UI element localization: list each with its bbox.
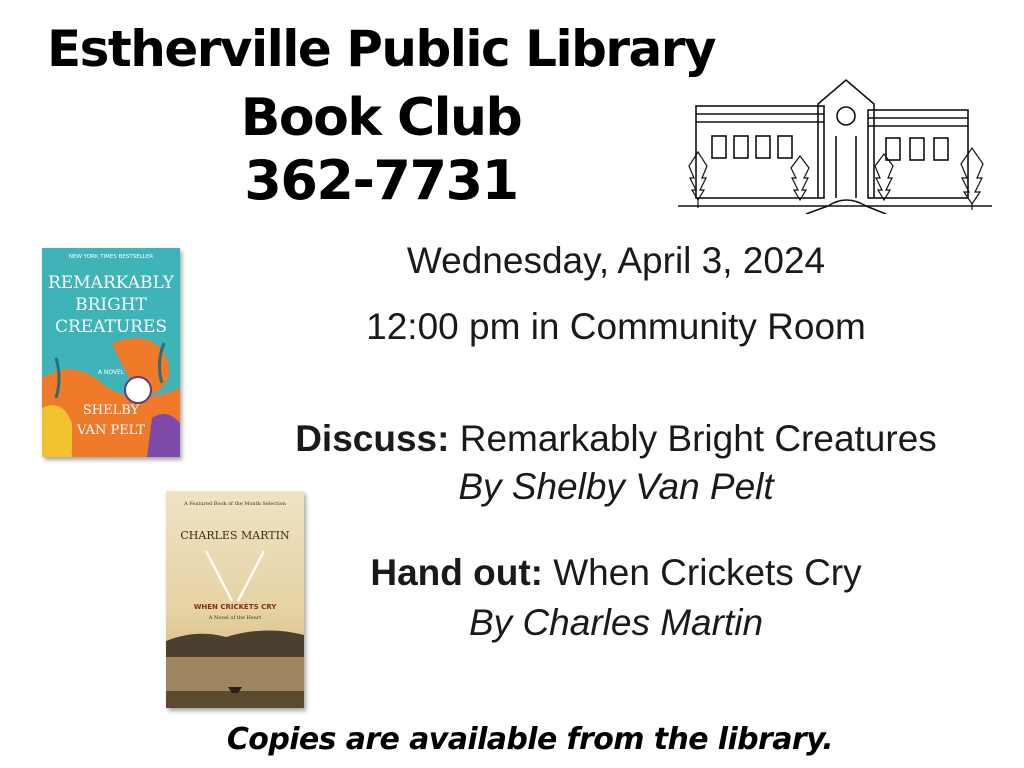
cover1-subtitle: A NOVEL bbox=[97, 369, 125, 376]
cover1-author-line2: VAN PELT bbox=[77, 423, 145, 438]
cover2-banner: A Featured Book of the Month Selection bbox=[184, 501, 286, 507]
discuss-label: Discuss: bbox=[295, 418, 450, 459]
handout-line bbox=[300, 552, 932, 594]
book-club-heading: Book Club bbox=[240, 88, 522, 148]
cover1-title-line3: CREATURES bbox=[54, 317, 168, 337]
discuss-line bbox=[230, 418, 1002, 460]
cover2-title: WHEN CRICKETS CRY bbox=[193, 603, 277, 611]
handout-label: Hand out: bbox=[370, 552, 543, 593]
cover2-author: CHARLES MARTIN bbox=[180, 529, 290, 542]
copies-available-note: Copies are available from the library. bbox=[226, 722, 834, 757]
discuss-book-author: By Shelby Van Pelt bbox=[458, 466, 774, 507]
discuss-book-title: Remarkably Bright Creatures bbox=[459, 418, 937, 459]
event-time-location: 12:00 pm in Community Room bbox=[366, 306, 866, 347]
phone-number: 362-7731 bbox=[244, 149, 518, 212]
handout-book-title: When Crickets Cry bbox=[553, 552, 862, 593]
handout-book-author: By Charles Martin bbox=[468, 602, 764, 643]
book-cover-when-crickets-cry bbox=[166, 491, 304, 708]
event-date: Wednesday, April 3, 2024 bbox=[406, 240, 826, 281]
cover2-subtitle: A Novel of the Heart bbox=[208, 615, 262, 621]
book-cover-remarkably-bright-creatures bbox=[42, 248, 180, 457]
library-name-heading: Estherville Public Library bbox=[46, 20, 716, 78]
cover1-title-line2: BRIGHT bbox=[75, 295, 147, 315]
library-building-illustration bbox=[676, 76, 994, 214]
cover1-title-line1: REMARKABLY bbox=[48, 273, 174, 293]
cover1-author-line1: SHELBY bbox=[82, 403, 140, 418]
cover1-banner: NEW YORK TIMES BESTSELLER bbox=[68, 254, 154, 260]
